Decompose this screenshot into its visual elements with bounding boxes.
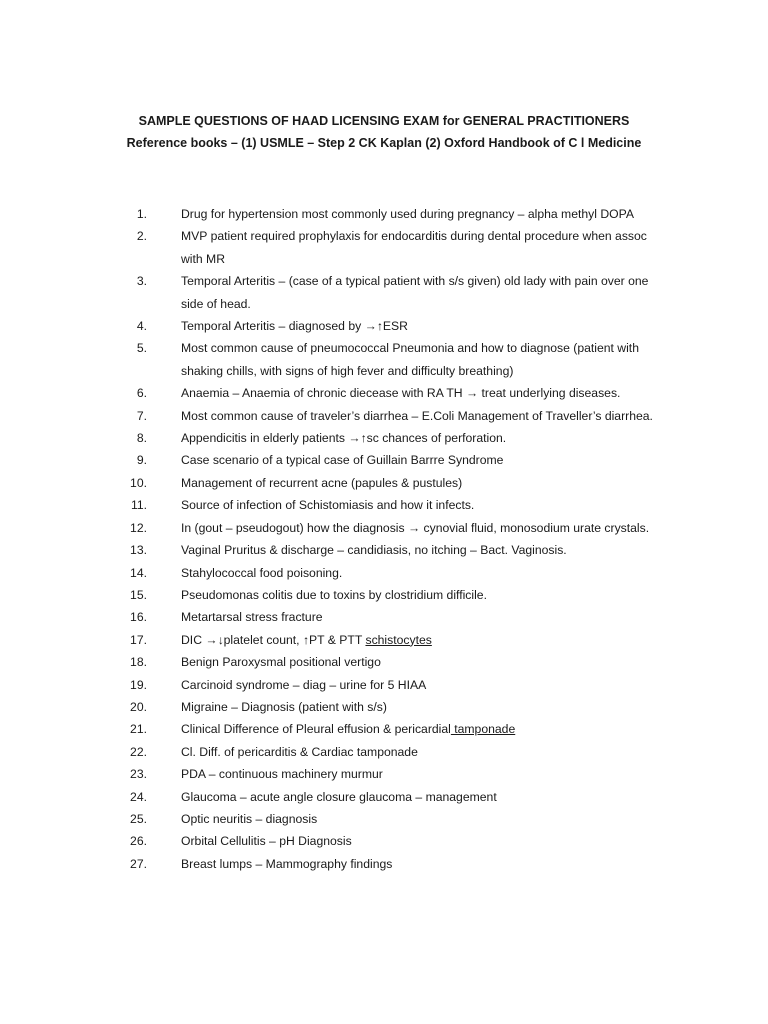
question-text bbox=[181, 315, 666, 337]
question-text bbox=[181, 203, 666, 225]
question-item bbox=[0, 203, 768, 225]
document-subtitle: Reference books – (1) USMLE – Step 2 CK Kaplan (2) Oxford Handbook of C l Medicine bbox=[126, 136, 642, 150]
question-number: 17. bbox=[130, 632, 147, 647]
question-item bbox=[0, 382, 768, 404]
question-number: 24. bbox=[130, 789, 147, 804]
question-text-main: Carcinoid syndrome – diag – urine for 5 HIAA bbox=[181, 677, 427, 692]
question-text bbox=[181, 763, 666, 785]
question-number: 20. bbox=[130, 699, 147, 714]
question-text bbox=[181, 696, 666, 718]
question-text-main: Optic neuritis – diagnosis bbox=[181, 811, 318, 826]
question-item bbox=[0, 405, 768, 427]
question-number: 11. bbox=[130, 498, 147, 513]
question-item bbox=[0, 741, 768, 763]
question-text-main: Pseudomonas colitis due to toxins by clostridium difficile. bbox=[181, 587, 487, 602]
question-number: 4. bbox=[136, 319, 147, 334]
question-text bbox=[181, 517, 666, 539]
question-text-main: MVP patient required prophylaxis for endocarditis during dental procedure when assoc with MR bbox=[181, 229, 647, 266]
question-text bbox=[181, 629, 666, 651]
question-text bbox=[181, 830, 666, 852]
question-number: 18. bbox=[130, 655, 147, 670]
question-text bbox=[181, 539, 666, 561]
question-text-main: Orbital Cellulitis – pH Diagnosis bbox=[181, 834, 352, 849]
question-text-main: Breast lumps – Mammography findings bbox=[181, 856, 393, 871]
question-number: 6. bbox=[136, 386, 147, 401]
question-text bbox=[181, 427, 666, 449]
question-item bbox=[0, 786, 768, 808]
question-text bbox=[181, 405, 666, 427]
question-text-main: In (gout – pseudogout) how the diagnosis → cynovial fluid, monosodium urate crystals. bbox=[181, 520, 650, 535]
question-text-main: Clinical Difference of Pleural effusion & pericardial bbox=[181, 722, 451, 737]
question-number: 22. bbox=[130, 744, 147, 759]
question-text-main: Case scenario of a typical case of Guillain Barrre Syndrome bbox=[181, 453, 504, 468]
question-number: 14. bbox=[130, 565, 147, 580]
question-item bbox=[0, 270, 768, 315]
question-item bbox=[0, 517, 768, 539]
question-text-main: Temporal Arteritis – (case of a typical patient with s/s given) old lady with pain over one side of head. bbox=[181, 274, 649, 311]
question-item bbox=[0, 651, 768, 673]
question-text bbox=[181, 674, 666, 696]
question-number: 26. bbox=[130, 834, 147, 849]
question-text bbox=[181, 606, 666, 628]
question-text-main: Management of recurrent acne (papules & pustules) bbox=[181, 475, 463, 490]
question-item bbox=[0, 696, 768, 718]
question-number: 5. bbox=[136, 341, 147, 356]
question-text-main: Vaginal Pruritus & discharge – candidiasis, no itching – Bact. Vaginosis. bbox=[181, 543, 567, 558]
question-item bbox=[0, 808, 768, 830]
question-item bbox=[0, 225, 768, 270]
question-text bbox=[181, 472, 666, 494]
question-number: 19. bbox=[130, 677, 147, 692]
question-item bbox=[0, 629, 768, 651]
question-list bbox=[0, 203, 768, 875]
question-text-underlined: schistocytes bbox=[365, 632, 432, 647]
question-text bbox=[181, 225, 666, 270]
question-item bbox=[0, 718, 768, 740]
question-number: 27. bbox=[130, 856, 147, 871]
question-text bbox=[181, 337, 666, 382]
question-item bbox=[0, 449, 768, 471]
question-text-main: PDA – continuous machinery murmur bbox=[181, 767, 383, 782]
question-text bbox=[181, 494, 666, 516]
question-text-main: Glaucoma – acute angle closure glaucoma – management bbox=[181, 789, 497, 804]
question-item bbox=[0, 674, 768, 696]
question-number: 15. bbox=[130, 587, 147, 602]
question-text-main: Metartarsal stress fracture bbox=[181, 610, 323, 625]
question-text-main: Cl. Diff. of pericarditis & Cardiac tamponade bbox=[181, 744, 418, 759]
question-text bbox=[181, 382, 666, 404]
question-item bbox=[0, 584, 768, 606]
question-text-main: Stahylococcal food poisoning. bbox=[181, 565, 343, 580]
question-text-main: Source of infection of Schistomiasis and how it infects. bbox=[181, 498, 475, 513]
question-number: 16. bbox=[130, 610, 147, 625]
question-item bbox=[0, 562, 768, 584]
question-item bbox=[0, 494, 768, 516]
question-text bbox=[181, 651, 666, 673]
question-item bbox=[0, 337, 768, 382]
question-item bbox=[0, 830, 768, 852]
question-text bbox=[181, 786, 666, 808]
question-number: 9. bbox=[136, 453, 147, 468]
question-text-main: Anaemia – Anaemia of chronic diecease with RA TH → treat underlying diseases. bbox=[181, 386, 621, 401]
question-text bbox=[181, 562, 666, 584]
question-text-main: Appendicitis in elderly patients →↑sc chances of perforation. bbox=[181, 431, 507, 446]
document-title: SAMPLE QUESTIONS OF HAAD LICENSING EXAM for GENERAL PRACTITIONERS bbox=[138, 114, 630, 128]
question-text bbox=[181, 584, 666, 606]
question-number: 2. bbox=[136, 229, 147, 244]
question-text bbox=[181, 449, 666, 471]
question-number: 1. bbox=[136, 207, 147, 221]
question-text-main: Benign Paroxysmal positional vertigo bbox=[181, 655, 381, 670]
question-number: 7. bbox=[136, 408, 147, 423]
question-text-underlined: tamponade bbox=[450, 722, 516, 737]
question-number: 21. bbox=[130, 722, 147, 737]
question-text-main: Most common cause of traveler’s diarrhea – E.Coli Management of Traveller’s diarrhea. bbox=[181, 408, 653, 423]
question-number: 23. bbox=[130, 767, 147, 782]
question-item bbox=[0, 853, 768, 875]
question-text-main: DIC →↓platelet count, ↑PT & PTT bbox=[181, 632, 366, 647]
question-item bbox=[0, 763, 768, 785]
question-text-main: Migraine – Diagnosis (patient with s/s) bbox=[181, 699, 387, 714]
question-item bbox=[0, 427, 768, 449]
question-number: 25. bbox=[130, 811, 147, 826]
question-number: 13. bbox=[130, 543, 147, 558]
question-item bbox=[0, 315, 768, 337]
question-item bbox=[0, 606, 768, 628]
question-text bbox=[181, 718, 666, 740]
question-number: 12. bbox=[130, 520, 147, 535]
question-text bbox=[181, 270, 666, 315]
question-text bbox=[181, 741, 666, 763]
question-item bbox=[0, 472, 768, 494]
question-text-main: Temporal Arteritis – diagnosed by →↑ESR bbox=[181, 319, 408, 334]
question-text-main: Drug for hypertension most commonly used during pregnancy – alpha methyl DOPA bbox=[181, 207, 634, 221]
question-number: 10. bbox=[130, 475, 147, 490]
question-text-main: Most common cause of pneumococcal Pneumonia and how to diagnose (patient with shaking chills, with signs of high fever and difficulty breathing) bbox=[181, 341, 639, 378]
question-text bbox=[181, 853, 666, 875]
question-number: 3. bbox=[136, 274, 147, 289]
question-text bbox=[181, 808, 666, 830]
question-item bbox=[0, 539, 768, 561]
question-number: 8. bbox=[136, 431, 147, 446]
